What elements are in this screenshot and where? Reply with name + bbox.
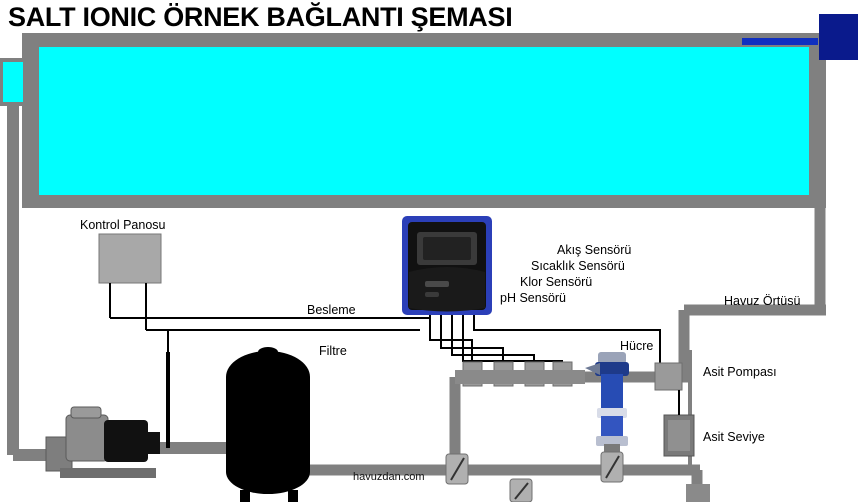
valve-3: [510, 479, 532, 502]
swimming-pool: [0, 33, 826, 208]
circulation-pump: [46, 407, 160, 478]
label-asit-seviye: Asit Seviye: [703, 430, 765, 444]
valve-1: [446, 454, 468, 484]
label-sicaklik-sensoru: Sıcaklık Sensörü: [531, 259, 625, 273]
label-havuz-ortusu: Havuz Örtüsü: [724, 294, 801, 308]
label-asit-pompasi: Asit Pompası: [703, 365, 777, 379]
valve-2: [601, 452, 623, 482]
page-title: SALT IONIC ÖRNEK BAĞLANTI ŞEMASI: [8, 2, 513, 32]
sensor-manifold: [455, 362, 585, 386]
label-klor-sensoru: Klor Sensörü: [520, 275, 593, 289]
watermark: havuzdan.com: [353, 471, 425, 483]
electrolysis-cell: [585, 352, 629, 466]
label-kontrol-panosu: Kontrol Panosu: [80, 218, 166, 232]
pipe-support: [686, 484, 710, 502]
salt-ionic-controller: [402, 216, 492, 315]
label-besleme: Besleme: [307, 303, 356, 317]
label-akis-sensoru: Akış Sensörü: [557, 243, 632, 257]
sand-filter: [226, 347, 310, 502]
label-hucre: Hücre: [620, 339, 654, 353]
control-panel: [99, 234, 430, 352]
label-ph-sensoru: pH Sensörü: [500, 291, 567, 305]
label-filtre: Filtre: [319, 344, 347, 358]
